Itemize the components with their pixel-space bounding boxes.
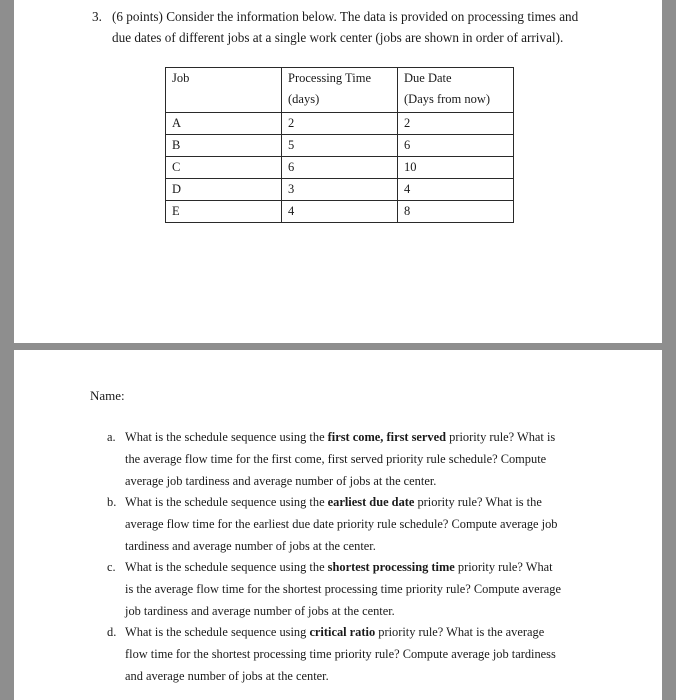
question-part-a	[107, 426, 595, 492]
cell-due-date: 6	[398, 135, 514, 157]
header-processing-time: Processing Time (days)	[282, 68, 398, 113]
part-line-3: and average number of jobs at the center.	[125, 669, 329, 683]
part-letter: b.	[107, 495, 117, 509]
cell-due-date: 4	[398, 179, 514, 201]
table-row	[166, 113, 514, 135]
part-letter: a.	[107, 430, 116, 444]
cell-job: D	[166, 179, 282, 201]
question-part-d	[107, 621, 595, 687]
part-line-3: job tardiness and average number of jobs at the center.	[125, 604, 395, 618]
bold-rule: earliest due date	[327, 495, 415, 509]
table-row	[166, 157, 514, 179]
part-letter: c.	[107, 560, 116, 574]
question-number: 3.	[92, 9, 102, 24]
cell-job: A	[166, 113, 282, 135]
header-job: Job	[166, 68, 282, 113]
part-line-1: What is the schedule sequence using the first come, first served priority rule? What is	[125, 430, 556, 444]
cell-due-date: 2	[398, 113, 514, 135]
question-3-header	[92, 6, 612, 48]
bold-rule: critical ratio	[309, 625, 376, 639]
cell-due-date: 8	[398, 201, 514, 223]
part-line-2: the average flow time for the first come, first served priority rule schedule? Compute	[125, 452, 547, 466]
cell-processing-time: 6	[282, 157, 398, 179]
part-line-3: average job tardiness and average number of jobs at the center.	[125, 474, 437, 488]
part-line-1: What is the schedule sequence using critical ratio priority rule? What is the average	[125, 625, 545, 639]
cell-due-date: 10	[398, 157, 514, 179]
cell-processing-time: 4	[282, 201, 398, 223]
cell-processing-time: 5	[282, 135, 398, 157]
part-line-2: is the average flow time for the shortest processing time priority rule? Compute average	[125, 582, 561, 596]
bold-rule: first come, first served	[327, 430, 447, 444]
part-letter: d.	[107, 625, 117, 639]
cell-processing-time: 3	[282, 179, 398, 201]
cell-job: C	[166, 157, 282, 179]
page-2	[14, 350, 662, 700]
question-part-b	[107, 491, 595, 557]
question-line-1: (6 points) Consider the information below. The data is provided on processing times and	[112, 9, 579, 24]
question-part-c	[107, 556, 595, 622]
name-label: Name:	[90, 388, 125, 403]
cell-processing-time: 2	[282, 113, 398, 135]
part-line-3: tardiness and average number of jobs at the center.	[125, 539, 376, 553]
part-line-2: flow time for the shortest processing time priority rule? Compute average job tardiness	[125, 647, 556, 661]
table-header-row	[166, 68, 514, 113]
question-line-2: due dates of different jobs at a single work center (jobs are shown in order of arrival).	[112, 30, 564, 45]
page-1	[14, 0, 662, 343]
table-row	[166, 135, 514, 157]
part-line-1: What is the schedule sequence using the earliest due date priority rule? What is the	[125, 495, 542, 509]
table-row	[166, 179, 514, 201]
part-line-2: average flow time for the earliest due date priority rule schedule? Compute average job	[125, 517, 558, 531]
table-row	[166, 201, 514, 223]
cell-job: B	[166, 135, 282, 157]
header-due-date: Due Date (Days from now)	[398, 68, 514, 113]
cell-job: E	[166, 201, 282, 223]
bold-rule: shortest processing time	[327, 560, 455, 574]
jobs-table	[165, 67, 514, 223]
part-line-1: What is the schedule sequence using the shortest processing time priority rule? What	[125, 560, 553, 574]
